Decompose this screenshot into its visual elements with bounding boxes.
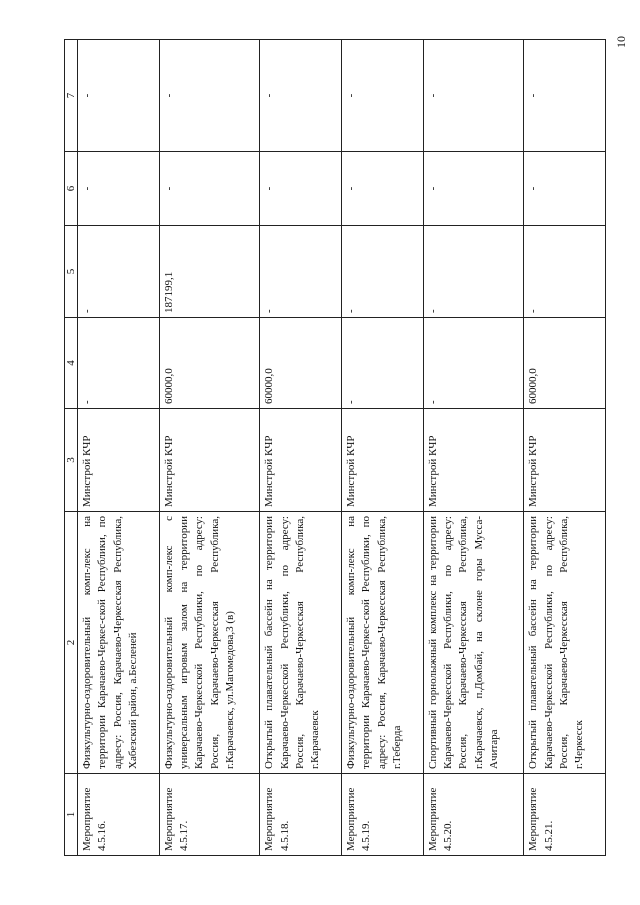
value-col-6: - <box>524 152 606 226</box>
table-row <box>78 40 160 856</box>
event-number: Мероприятие 4.5.19. <box>341 774 423 856</box>
value-col-5: - <box>78 226 160 318</box>
event-number: Мероприятие 4.5.17. <box>159 774 260 856</box>
table-row <box>341 40 423 856</box>
customer: Минстрой КЧР <box>260 409 342 512</box>
event-description: Открытый плавательный бассейн на территории Карачаево-Черкесской Республики, по адресу: Россия, Карачаево-Черкесская Республика, г.Черкесск <box>524 512 606 774</box>
event-number: Мероприятие 4.5.21. <box>524 774 606 856</box>
value-col-7: - <box>341 40 423 152</box>
value-col-4: 60000,0 <box>524 318 606 409</box>
value-col-6: - <box>341 152 423 226</box>
event-description: Физкультурно-оздоровительный комп-лекс на территории Карачаево-Черкес-ской Республики, по адресу: Россия, Карачаево-Черкесская Республика, г.Теберда <box>341 512 423 774</box>
col-header-4: 4 <box>65 318 78 409</box>
value-col-7: - <box>524 40 606 152</box>
value-col-6: - <box>423 152 524 226</box>
customer: Минстрой КЧР <box>78 409 160 512</box>
value-col-7: - <box>159 40 260 152</box>
customer: Минстрой КЧР <box>524 409 606 512</box>
event-description: Физкультурно-оздоровительный комп-лекс с универсальным игровым залом на территории Карачаево-Черкесской Республики, по адресу: Россия, Карачаево-Черкесская Республика, г.Карачаевск, ул.Магомедова,3 (в) <box>159 512 260 774</box>
value-col-4: 60000,0 <box>260 318 342 409</box>
value-col-4: - <box>423 318 524 409</box>
col-header-7: 7 <box>65 40 78 152</box>
customer: Минстрой КЧР <box>341 409 423 512</box>
event-description: Открытый плавательный бассейн на территории Карачаево-Черкесской Республики, по адресу: Россия, Карачаево-Черкесская Республика, г.Карачаевск <box>260 512 342 774</box>
rotated-table-container <box>64 40 606 856</box>
col-header-1: 1 <box>65 774 78 856</box>
program-events-table <box>64 39 606 856</box>
value-col-4: - <box>78 318 160 409</box>
table-row <box>159 40 260 856</box>
value-col-6: - <box>78 152 160 226</box>
col-header-2: 2 <box>65 512 78 774</box>
table-row <box>260 40 342 856</box>
value-col-4: 60000,0 <box>159 318 260 409</box>
table-row <box>524 40 606 856</box>
value-col-5: - <box>524 226 606 318</box>
table-row <box>423 40 524 856</box>
value-col-5: - <box>423 226 524 318</box>
col-header-5: 5 <box>65 226 78 318</box>
value-col-5: 187199,1 <box>159 226 260 318</box>
event-number: Мероприятие 4.5.16. <box>78 774 160 856</box>
event-description: Физкультурно-оздоровительный комп-лекс на территории Карачаево-Черкес-ской Республики, по адресу: Россия, Карачаево-Черкесская Республика, Хабезский район, а.Бесленей <box>78 512 160 774</box>
value-col-6: - <box>159 152 260 226</box>
value-col-5: - <box>341 226 423 318</box>
header-row <box>65 40 78 856</box>
value-col-6: - <box>260 152 342 226</box>
col-header-3: 3 <box>65 409 78 512</box>
customer: Минстрой КЧР <box>159 409 260 512</box>
event-description: Спортивный горнолыжный комплекс на территории Карачаево-Черкесской Республики, по адресу: Россия, Карачаево-Черкесская Республика, г.Карачаевск, п.Домбай, на склоне горы Мусса-Ачитара <box>423 512 524 774</box>
page-number: 10 <box>614 36 628 48</box>
value-col-7: - <box>423 40 524 152</box>
event-number: Мероприятие 4.5.18. <box>260 774 342 856</box>
col-header-6: 6 <box>65 152 78 226</box>
value-col-7: - <box>260 40 342 152</box>
customer: Минстрой КЧР <box>423 409 524 512</box>
value-col-7: - <box>78 40 160 152</box>
event-number: Мероприятие 4.5.20. <box>423 774 524 856</box>
value-col-4: - <box>341 318 423 409</box>
value-col-5: - <box>260 226 342 318</box>
